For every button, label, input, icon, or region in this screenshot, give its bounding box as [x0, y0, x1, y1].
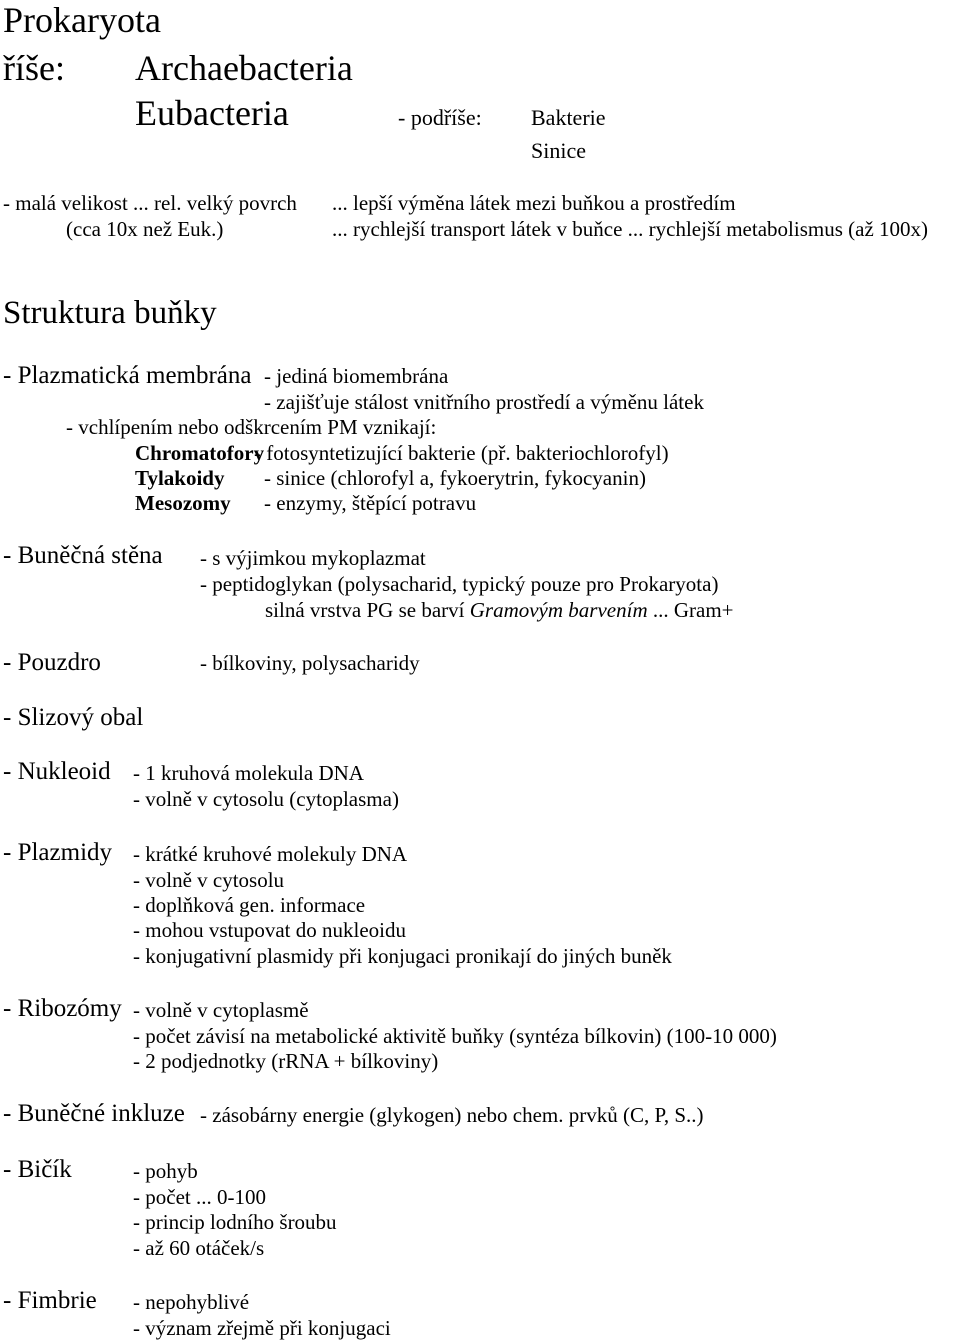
membrane-term-tylakoidy: Tylakoidy [135, 466, 225, 490]
inclusions-line-1: - zásobárny energie (glykogen) nebo chem. prvků (C, P, S..) [200, 1103, 704, 1127]
kingdom-label: říše: [3, 48, 65, 88]
membrane-line-3: - vchlípením nebo odškrcením PM vznikají: [66, 415, 437, 439]
membrane-desc-tylakoidy: - sinice (chlorofyl a, fykoerytrin, fykocyanin) [264, 466, 646, 490]
membrane-line-2: - zajišťuje stálost vnitřního prostředí a výměnu látek [264, 390, 704, 414]
kingdom-archaebacteria: Archaebacteria [135, 48, 353, 88]
size-note-right-1: ... lepší výměna látek mezi buňkou a prostředím [332, 191, 736, 215]
plasmids-line-5: - konjugativní plasmidy při konjugaci pronikají do jiných buněk [133, 944, 672, 968]
page-title: Prokaryota [3, 0, 161, 40]
slime-label: - Slizový obal [3, 704, 144, 731]
subkingdom-bakterie: Bakterie [531, 105, 606, 130]
membrane-line-1: - jediná biomembrána [264, 364, 449, 388]
fimbriae-line-1: - nepohyblivé [133, 1290, 250, 1314]
flagellum-line-3: - princip lodního šroubu [133, 1210, 337, 1234]
plasmids-line-1: - krátké kruhové molekuly DNA [133, 842, 408, 866]
membrane-term-mesozomy: Mesozomy [135, 491, 231, 515]
wall-gram-plus: ... Gram+ [647, 598, 734, 622]
wall-label: - Buněčná stěna [3, 542, 163, 569]
plasmids-label: - Plazmidy [3, 839, 113, 866]
subkingdom-label: - podříše: [398, 105, 482, 130]
size-note-right-2: ... rychlejší transport látek v buňce ... rychlejší metabolismus (až 100x) [332, 217, 929, 241]
capsule-line-1: - bílkoviny, polysacharidy [200, 651, 420, 675]
ribosomes-line-2: - počet závisí na metabolické aktivitě buňky (syntéza bílkovin) (100-10 000) [133, 1024, 777, 1048]
flagellum-line-4: - až 60 otáček/s [133, 1236, 265, 1260]
ribosomes-label: - Ribozómy [3, 995, 122, 1022]
fimbriae-label: - Fimbrie [3, 1287, 97, 1314]
ribosomes-line-3: - 2 podjednotky (rRNA + bílkoviny) [133, 1049, 439, 1073]
plasmids-line-2: - volně v cytosolu [133, 868, 285, 892]
inclusions-label: - Buněčné inkluze [3, 1100, 185, 1127]
membrane-term-chromatofory: Chromatofory [135, 441, 265, 465]
membrane-desc-chromatofory: - fotosyntetizující bakterie (př. bakteriochlorofyl) [254, 441, 669, 465]
wall-line-1: - s výjimkou mykoplazmat [200, 546, 426, 570]
nucleoid-label: - Nukleoid [3, 758, 111, 785]
size-note-left-1: - malá velikost ... rel. velký povrch [3, 191, 297, 215]
membrane-label: - Plazmatická membrána [3, 362, 252, 389]
kingdom-eubacteria: Eubacteria [135, 93, 289, 133]
capsule-label: - Pouzdro [3, 649, 101, 676]
wall-line-3 [265, 600, 734, 621]
ribosomes-line-1: - volně v cytoplasmě [133, 998, 309, 1022]
size-note-left-2: (cca 10x než Euk.) [66, 217, 224, 241]
wall-gram-staining: Gramovým barvením [469, 598, 648, 622]
wall-line-3-text: silná vrstva PG se barví [265, 598, 470, 622]
nucleoid-line-1: - 1 kruhová molekula DNA [133, 761, 364, 785]
subkingdom-sinice: Sinice [531, 138, 586, 163]
section-heading: Struktura buňky [3, 295, 217, 331]
fimbriae-line-2: - význam zřejmě při konjugaci [133, 1316, 391, 1340]
flagellum-line-2: - počet ... 0-100 [133, 1185, 266, 1209]
membrane-desc-mesozomy: - enzymy, štěpící potravu [264, 491, 477, 515]
flagellum-line-1: - pohyb [133, 1159, 198, 1183]
plasmids-line-4: - mohou vstupovat do nukleoidu [133, 918, 406, 942]
plasmids-line-3: - doplňková gen. informace [133, 893, 366, 917]
flagellum-label: - Bičík [3, 1156, 72, 1183]
nucleoid-line-2: - volně v cytosolu (cytoplasma) [133, 787, 399, 811]
wall-line-2: - peptidoglykan (polysacharid, typický pouze pro Prokaryota) [200, 572, 719, 596]
